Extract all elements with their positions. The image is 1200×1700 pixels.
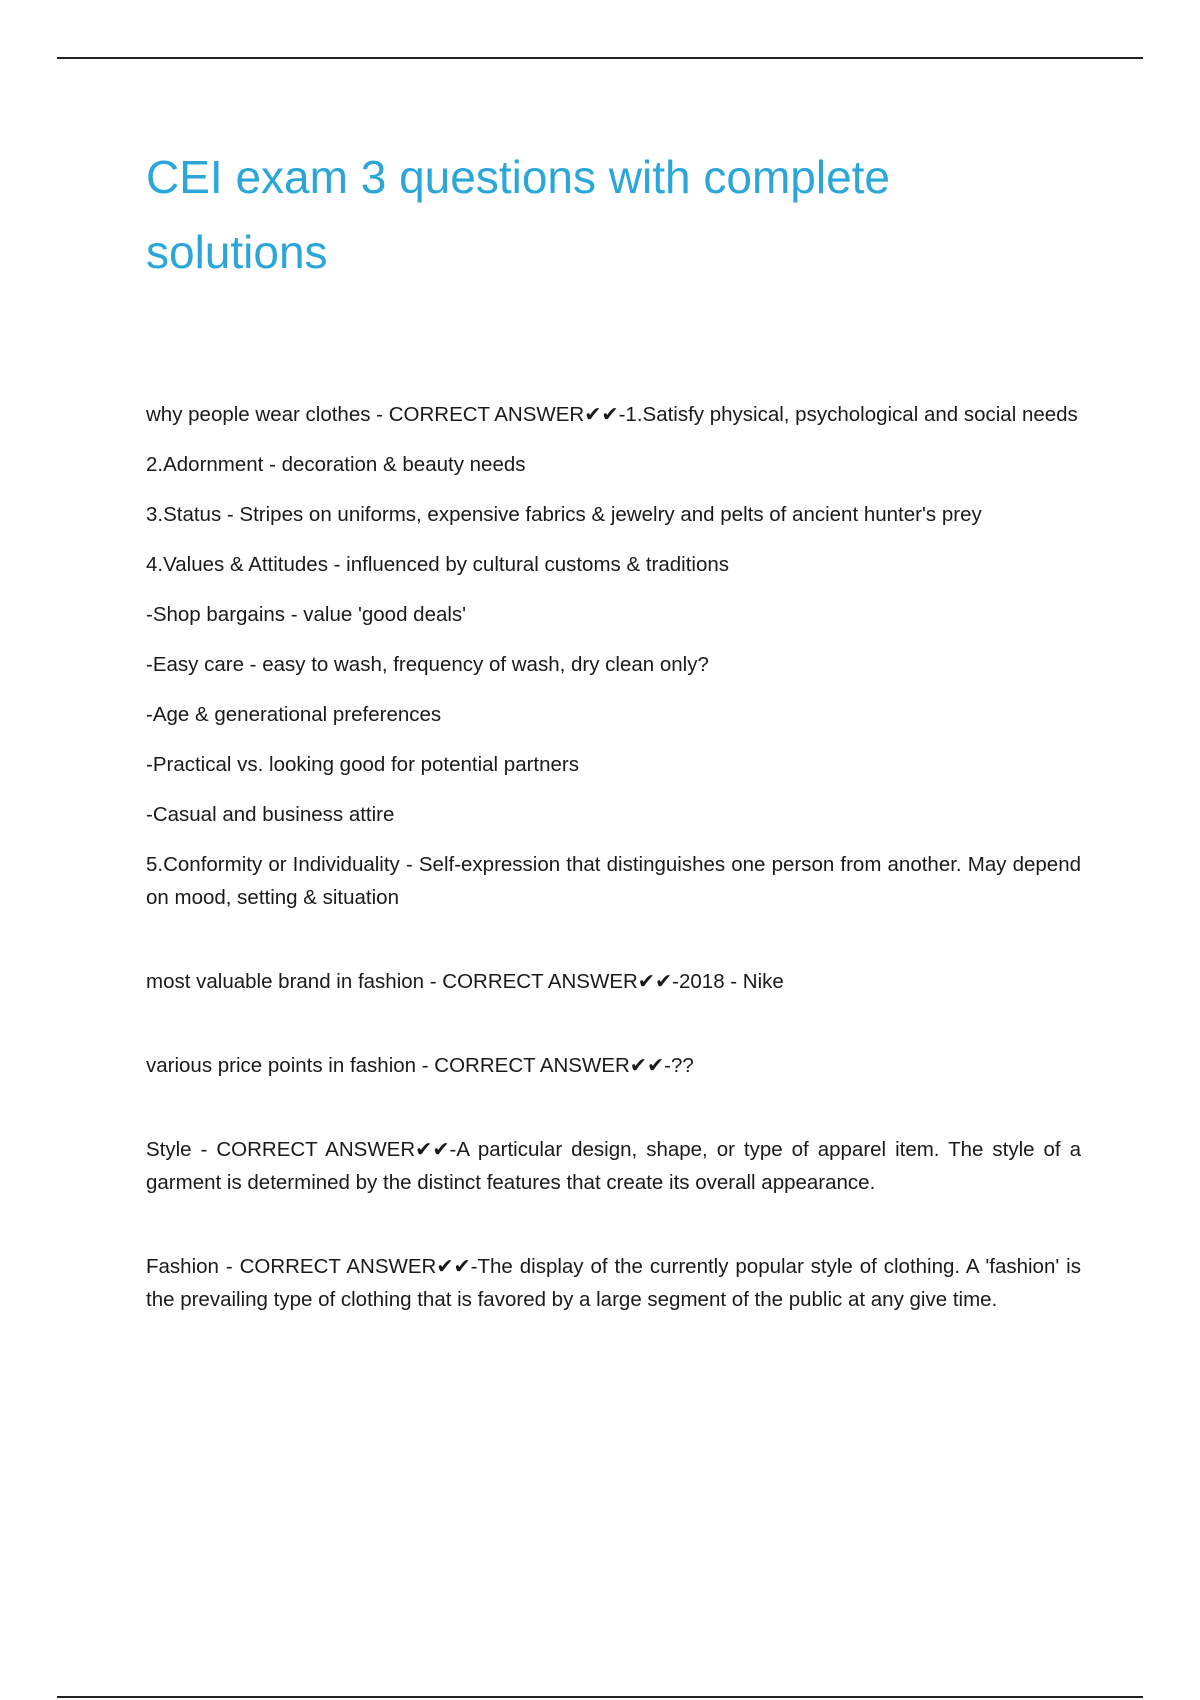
header-rule bbox=[57, 57, 1143, 59]
document-body bbox=[146, 398, 1081, 1333]
question-style: Style - CORRECT ANSWER✔✔-A particular design, shape, or type of apparel item. The style of a garment is determined by the distinct features that create its overall appearance. bbox=[146, 1138, 1081, 1194]
question-most-valuable-brand: most valuable brand in fashion - CORRECT ANSWER✔✔-2018 - Nike bbox=[146, 970, 784, 993]
answer-item: -Shop bargains - value 'good deals' bbox=[146, 603, 467, 626]
answer-item: 4.Values & Attitudes - influenced by cultural customs & traditions bbox=[146, 553, 730, 576]
question-price-points: various price points in fashion - CORRECT ANSWER✔✔-?? bbox=[146, 1054, 694, 1077]
answer-item: -Age & generational preferences bbox=[146, 703, 442, 726]
question-fashion: Fashion - CORRECT ANSWER✔✔-The display of the currently popular style of clothing. A 'fashion' is the prevailing type of clothing that is favored by a large segment of the public at any give time. bbox=[146, 1255, 1081, 1311]
footer-rule bbox=[57, 1696, 1143, 1698]
answer-item: 5.Conformity or Individuality - Self-expression that distinguishes one person from another. May depend on mood, setting & situation bbox=[146, 853, 1081, 909]
document-title: CEI exam 3 questions with complete solutions bbox=[146, 151, 891, 278]
question-why-people-wear-clothes: why people wear clothes - CORRECT ANSWER✔✔-1.Satisfy physical, psychological and social needs bbox=[146, 403, 1078, 426]
answer-item: 2.Adornment - decoration & beauty needs bbox=[146, 453, 526, 476]
answer-item: -Easy care - easy to wash, frequency of wash, dry clean only? bbox=[146, 653, 709, 676]
answer-item: -Casual and business attire bbox=[146, 803, 395, 826]
answer-item: 3.Status - Stripes on uniforms, expensive fabrics & jewelry and pelts of ancient hunter's prey bbox=[146, 503, 982, 526]
answer-item: -Practical vs. looking good for potential partners bbox=[146, 753, 580, 776]
